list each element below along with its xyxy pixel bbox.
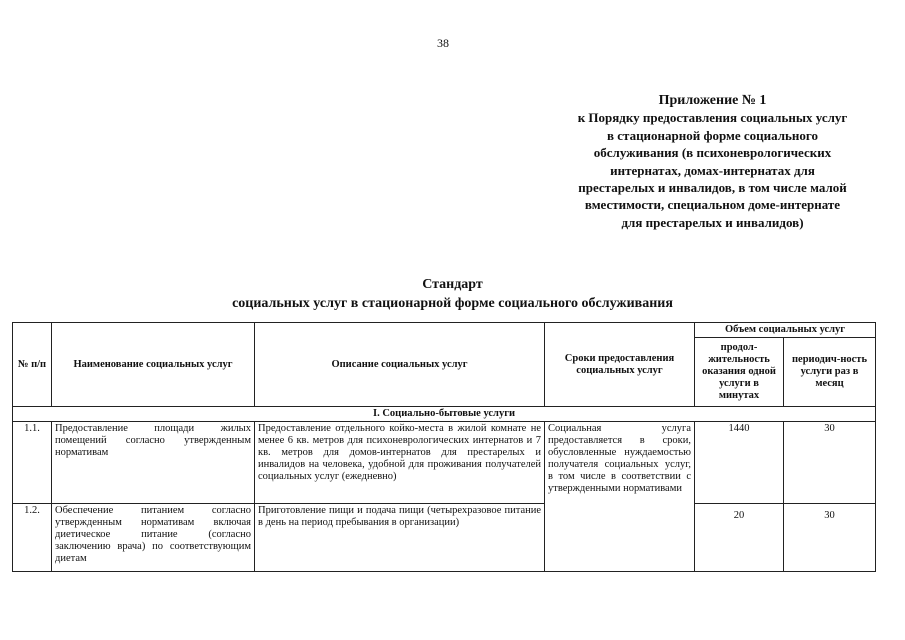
standard-subtitle: социальных услуг в стационарной форме социального обслуживания (232, 296, 673, 311)
row-frequency: 30 (784, 504, 876, 572)
header-num: № п/п (13, 323, 52, 407)
appendix-line: престарелых и инвалидов, в том числе малой (578, 180, 847, 196)
standard-title: Стандарт (422, 277, 483, 292)
services-table (12, 322, 876, 572)
row-duration: 20 (695, 504, 784, 572)
row-description: Приготовление пищи и подача пищи (четырехразовое питание в день на период пребывания в организации) (255, 504, 545, 572)
row-description: Предоставление отдельного койко-места в жилой комнате не менее 6 кв. метров для психоневрологических интернатов и 7 кв. метров для домов-интернатов для престарелых и инвалидов на человека, удобной для проживания получателей социальных услуг (ежедневно) (255, 422, 545, 504)
standard-heading (0, 275, 905, 313)
header-volume: Объем социальных услуг (695, 323, 876, 338)
header-frequency: периодич-ность услуги раз в месяц (784, 338, 876, 407)
row-duration: 1440 (695, 422, 784, 504)
appendix-header (540, 92, 885, 231)
row-frequency: 30 (784, 422, 876, 504)
section-row (13, 407, 876, 422)
table-row (13, 504, 876, 572)
appendix-line: к Порядку предоставления социальных услуг (577, 110, 848, 126)
row-num: 1.1. (13, 422, 52, 504)
header-duration: продол-жительность оказания одной услуги в минутах (695, 338, 784, 407)
appendix-line: интернатах, домах-интернатах для (610, 162, 815, 178)
row-terms: Социальная услуга предоставляется в сроки, обусловленные нуждаемостью получателя социальных услуг, в том числе в соответствии с утвержденными нормативами (545, 422, 695, 572)
appendix-line: для престарелых и инвалидов) (621, 214, 804, 230)
page-number: 38 (437, 36, 449, 50)
appendix-line: обслуживания (в психоневрологических (593, 145, 832, 161)
row-num: 1.2. (13, 504, 52, 572)
table-row (13, 422, 876, 504)
header-terms: Сроки предоставления социальных услуг (545, 323, 695, 407)
header-description: Описание социальных услуг (255, 323, 545, 407)
appendix-line: вместимости, специальном доме-интернате (584, 197, 841, 213)
appendix-line: в стационарной форме социального (606, 127, 819, 143)
row-name: Предоставление площади жилых помещений согласно утвержденным нормативам (52, 422, 255, 504)
section-title: I. Социально-бытовые услуги (13, 407, 876, 422)
header-name: Наименование социальных услуг (52, 323, 255, 407)
appendix-title: Приложение № 1 (658, 93, 767, 108)
row-name: Обеспечение питанием согласно утвержденным нормативам включая диетическое питание (согласно заключению врача) по соответствующим диетам (52, 504, 255, 572)
